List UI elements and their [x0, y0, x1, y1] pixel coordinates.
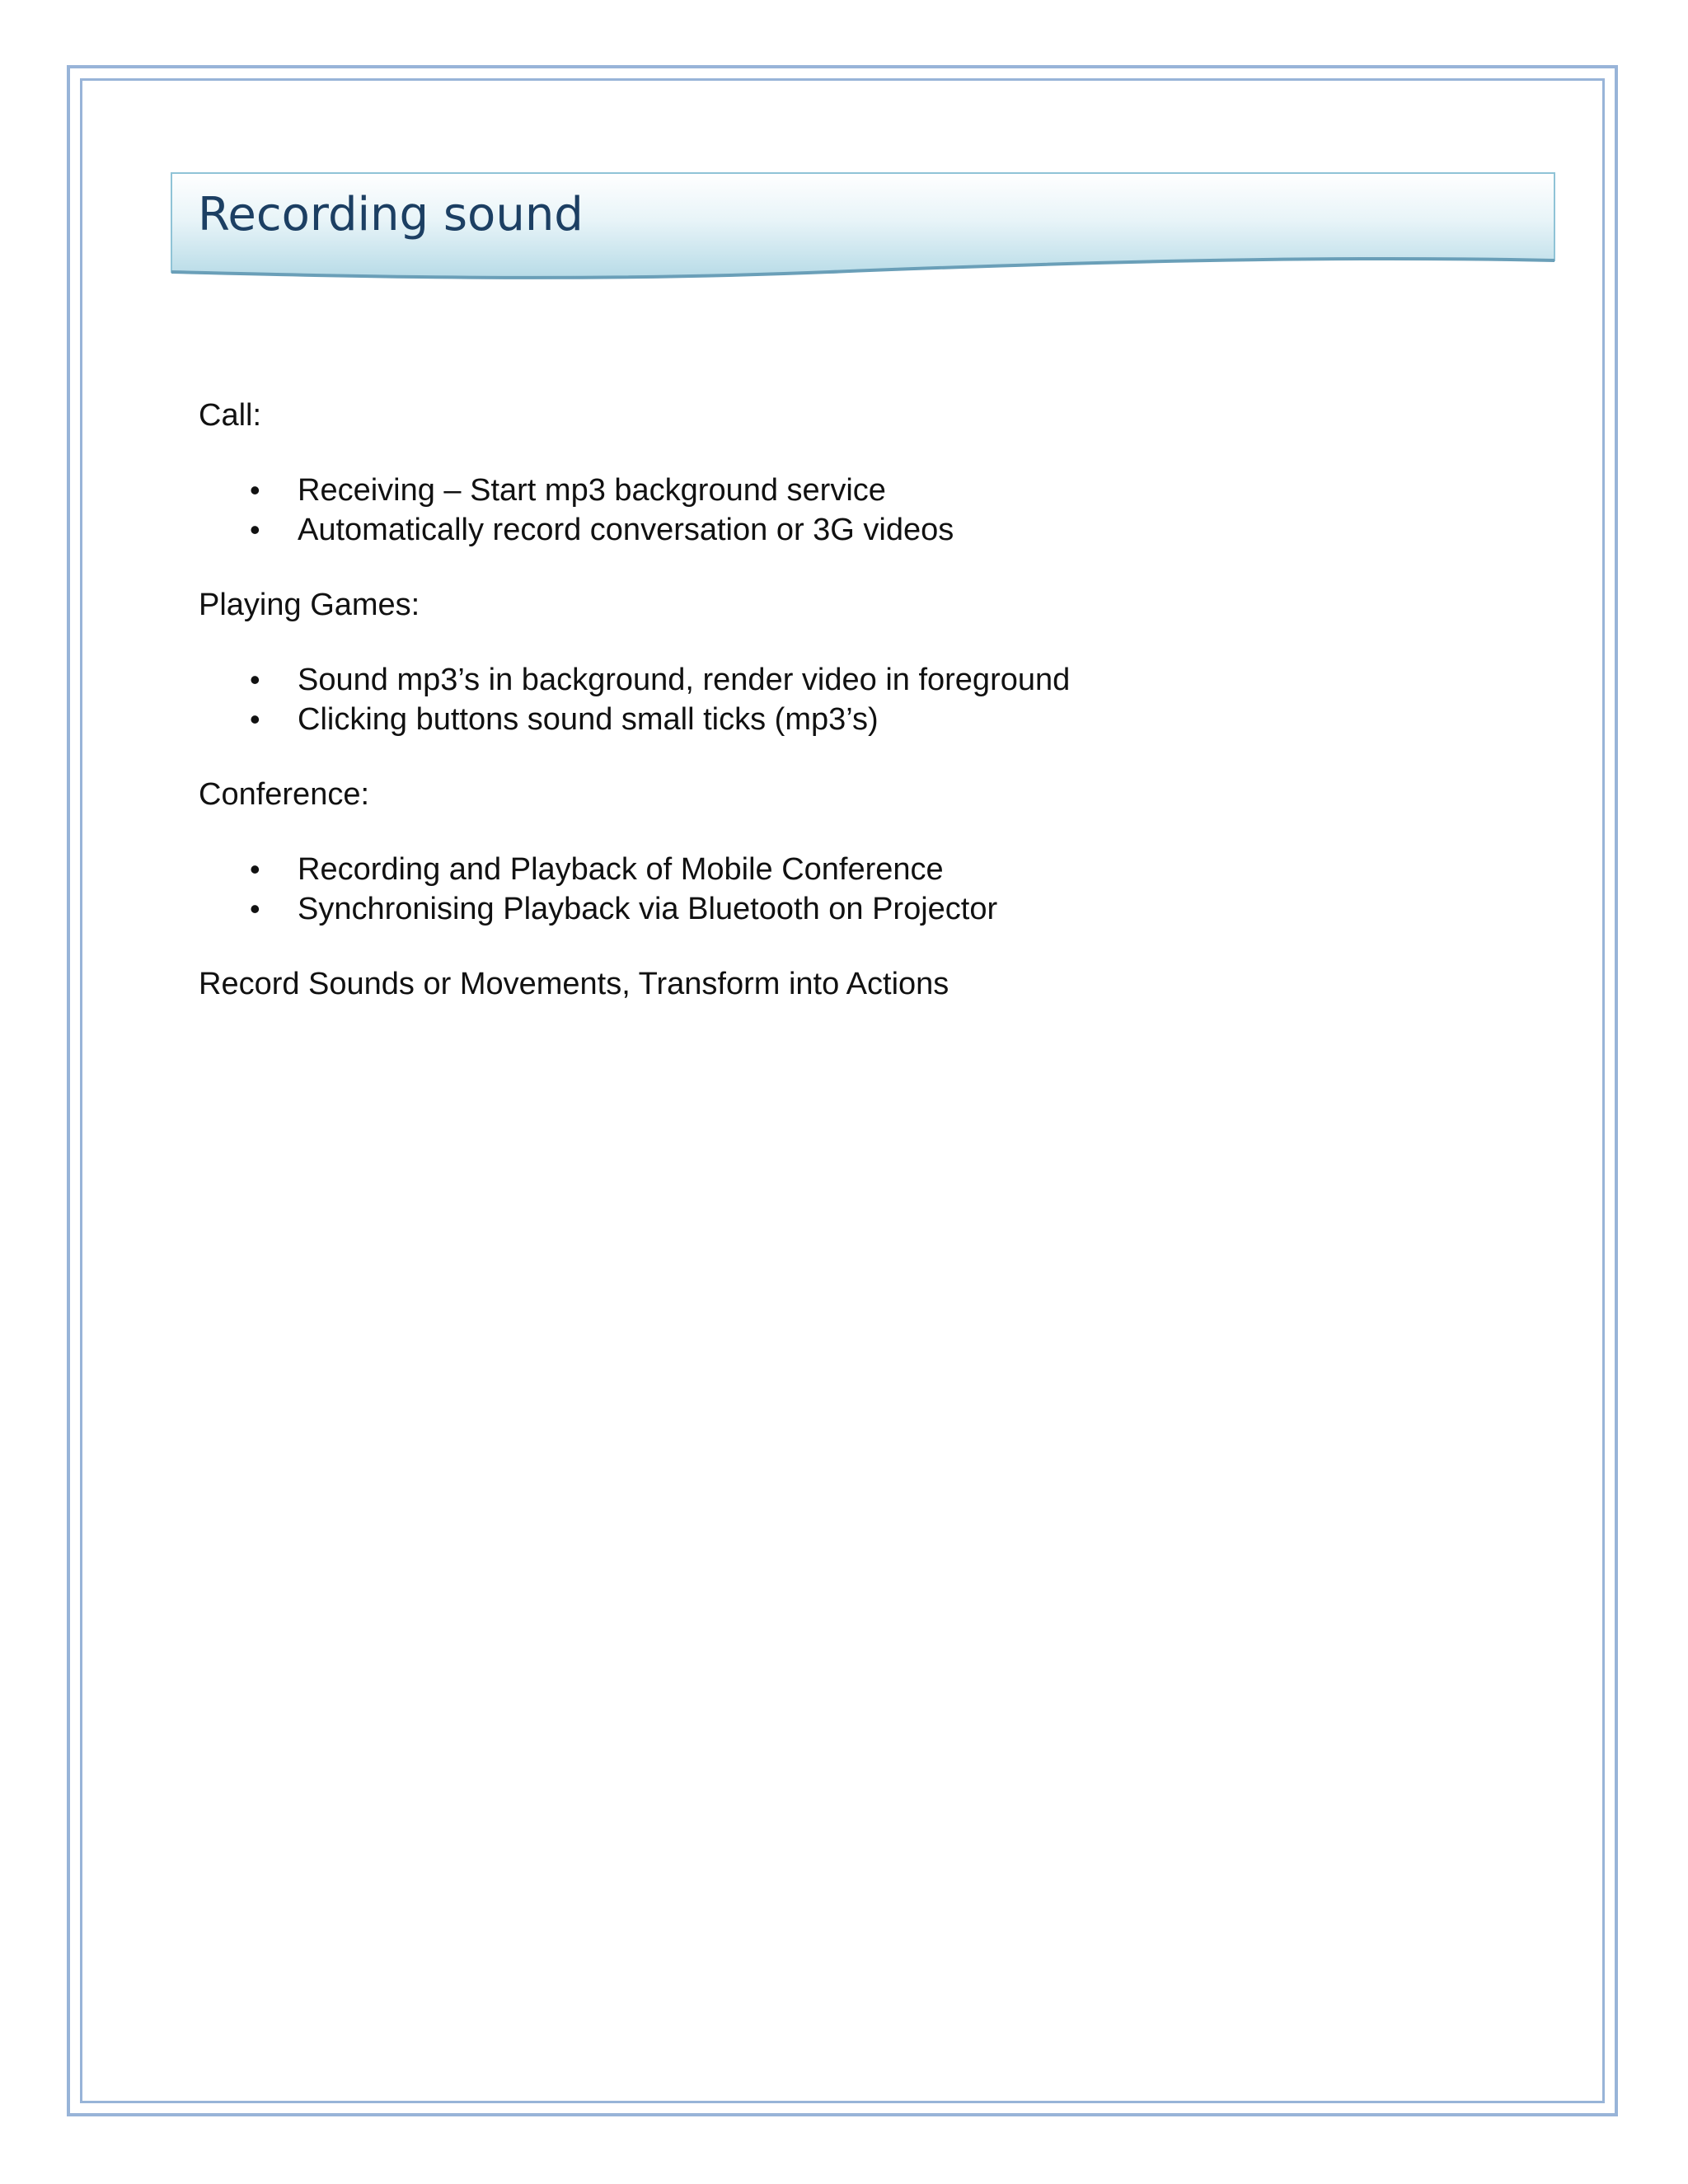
list-item-text: Sound mp3’s in background, render video in foreground [298, 663, 1071, 697]
list-item-text: Synchronising Playback via Bluetooth on Projector [298, 892, 998, 926]
page-title: Recording sound [198, 188, 584, 241]
list-item [199, 700, 1484, 739]
section-heading-call: Call: [199, 398, 262, 433]
list-item-text: Receiving – Start mp3 background service [298, 473, 886, 508]
bullet-icon: • [250, 852, 260, 886]
bullet-icon: • [250, 892, 260, 926]
list-item-text: Automatically record conversation or 3G videos [298, 513, 954, 547]
list-item [199, 850, 1484, 889]
list-item [199, 510, 1484, 550]
bullet-icon: • [250, 513, 260, 546]
closing-line: Record Sounds or Movements, Transform into Actions [199, 967, 950, 1001]
list-item [199, 471, 1484, 510]
bullet-list-playing-games [199, 660, 1484, 739]
bullet-list-call [199, 471, 1484, 550]
section-heading-playing-games: Playing Games: [199, 588, 420, 622]
bullet-list-conference [199, 850, 1484, 929]
list-item-text: Clicking buttons sound small ticks (mp3’s) [298, 702, 879, 737]
bullet-icon: • [250, 473, 260, 507]
list-item-text: Recording and Playback of Mobile Conference [298, 852, 944, 887]
page-border-inner [80, 78, 1605, 2103]
document-body [199, 396, 1484, 1004]
bullet-icon: • [250, 663, 260, 696]
list-item [199, 889, 1484, 929]
section-heading-conference: Conference: [199, 777, 370, 812]
title-banner [170, 171, 1556, 287]
list-item [199, 660, 1484, 700]
bullet-icon: • [250, 702, 260, 736]
